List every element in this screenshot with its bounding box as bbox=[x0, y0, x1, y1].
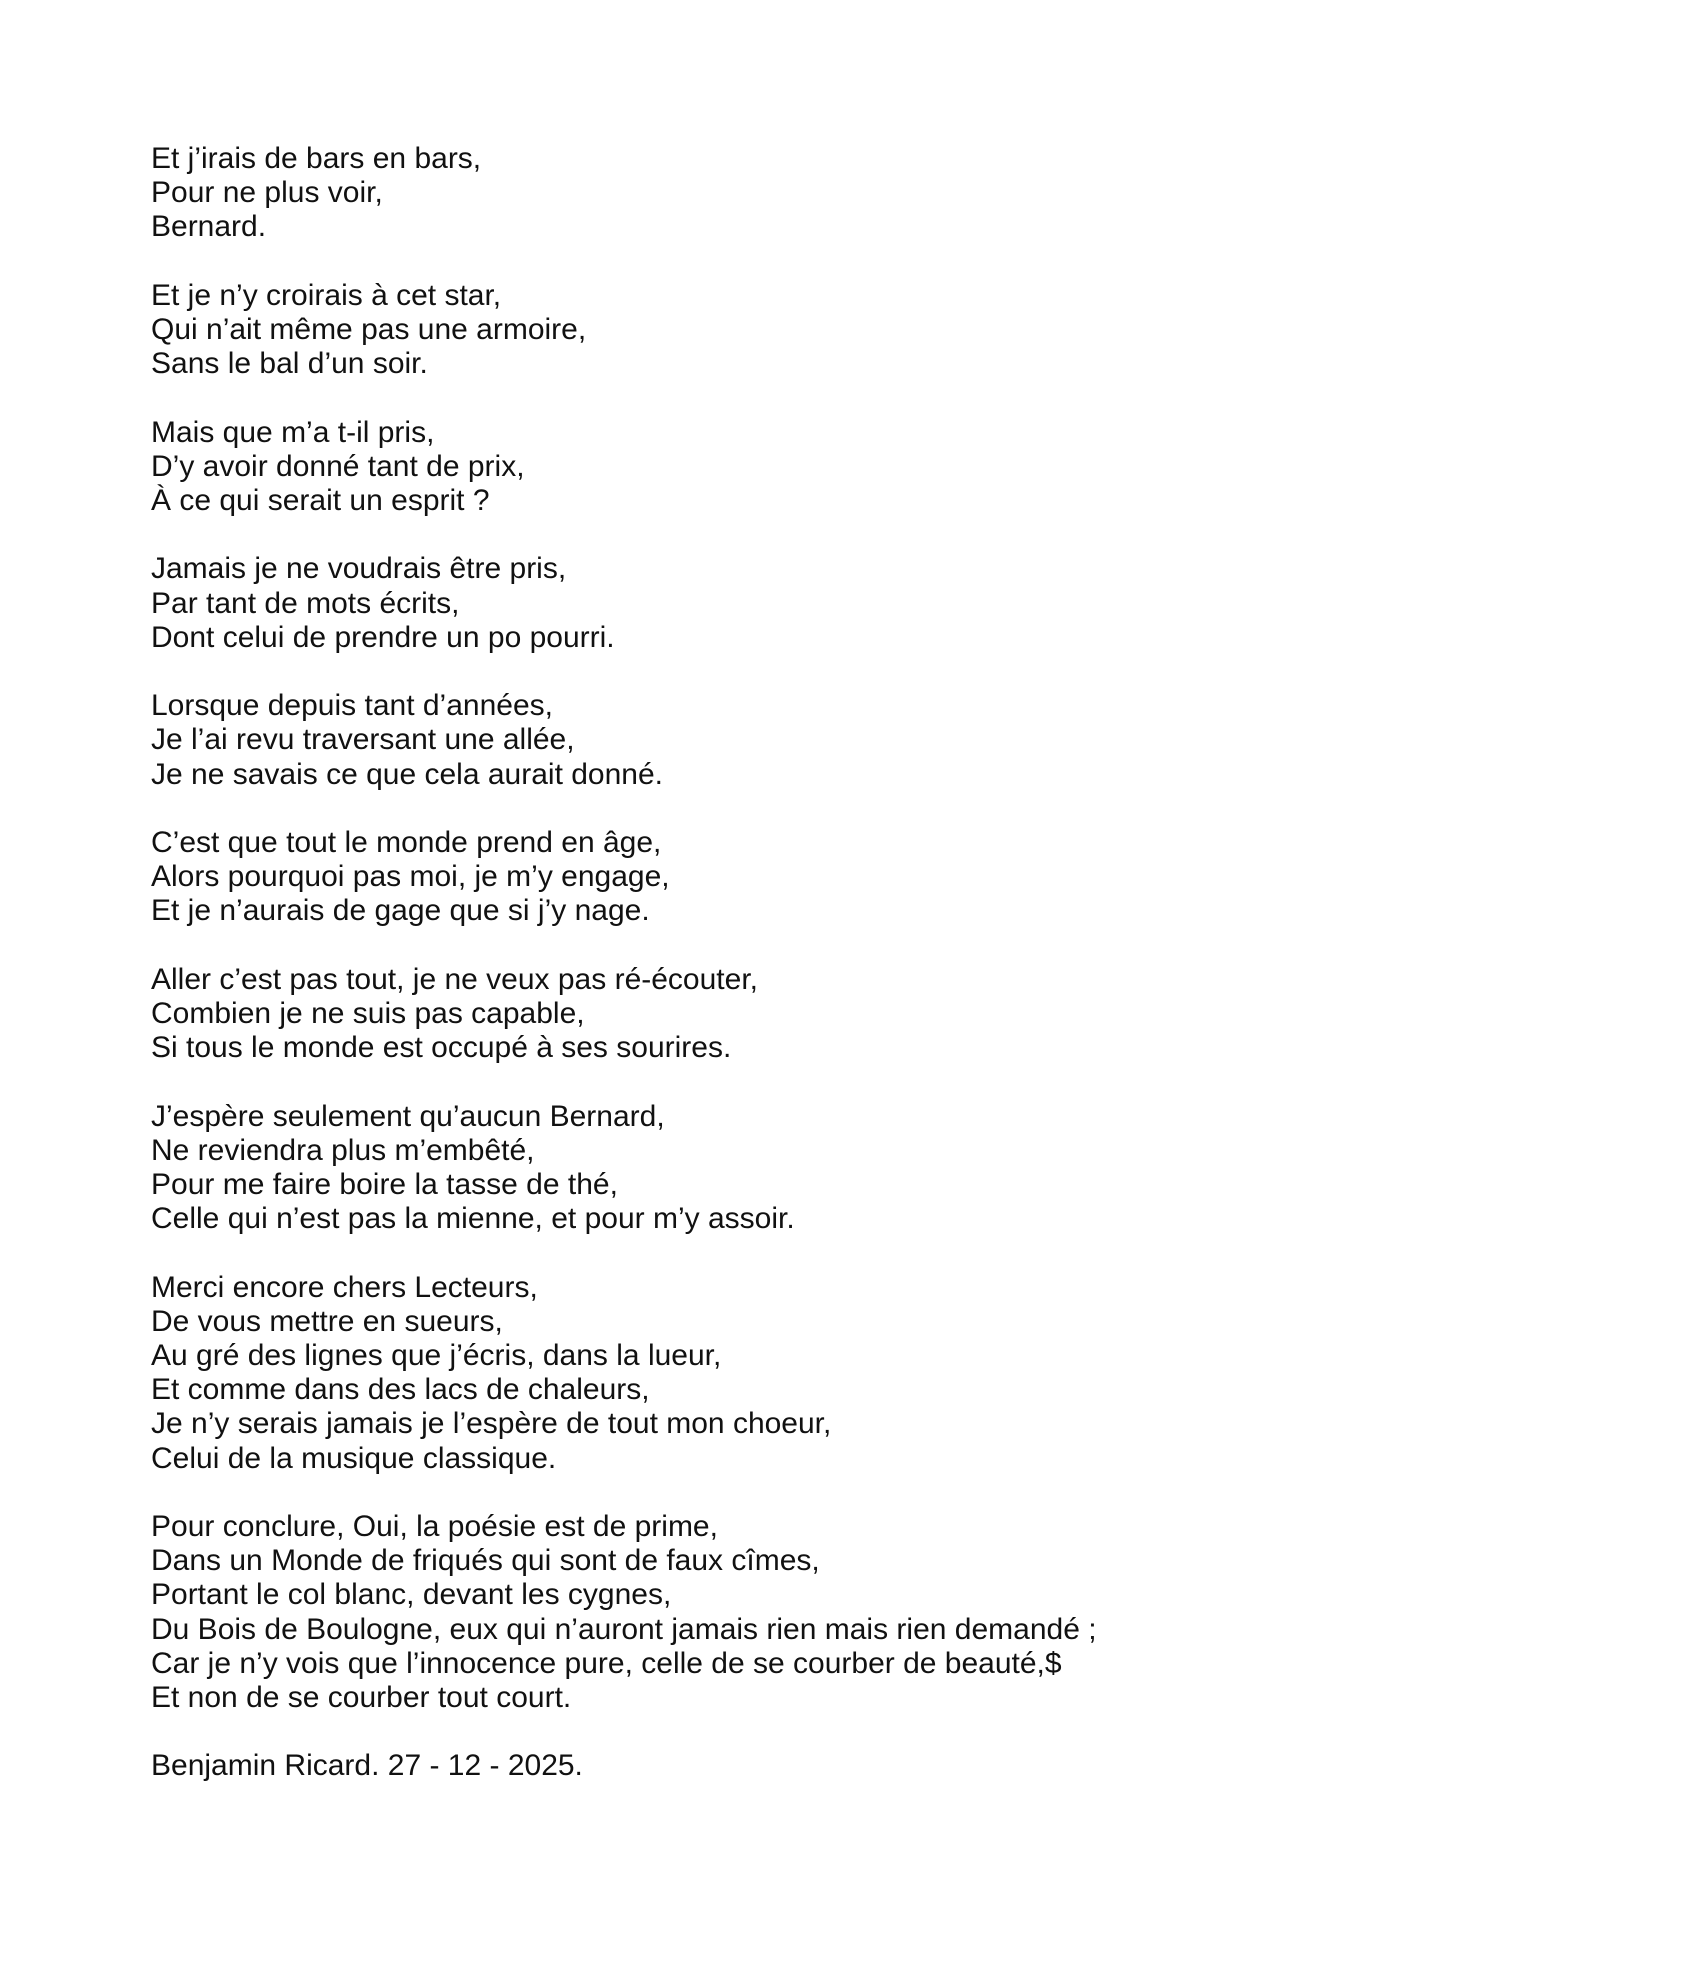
poem-line: Dont celui de prendre un po pourri. bbox=[151, 620, 615, 654]
poem-line: Car je n’y vois que l’innocence pure, celle de se courber de beauté,$ bbox=[151, 1646, 1062, 1680]
stanza-1 bbox=[151, 142, 1631, 245]
poem-line: Sans le bal d’un soir. bbox=[151, 347, 428, 381]
poem-line: Celui de la musique classique. bbox=[151, 1441, 557, 1475]
poem-line: Qui n’ait même pas une armoire, bbox=[151, 313, 587, 346]
poem-line: Combien je ne suis pas capable, bbox=[151, 996, 585, 1030]
poem-line: Aller c’est pas tout, je ne veux pas ré-écouter, bbox=[151, 962, 758, 996]
poem-line: Portant le col blanc, devant les cygnes, bbox=[151, 1578, 672, 1612]
poem bbox=[151, 142, 1631, 1784]
poem-line: Par tant de mots écrits, bbox=[151, 586, 460, 620]
poem-line: Et comme dans des lacs de chaleurs, bbox=[151, 1373, 650, 1407]
stanza-3 bbox=[151, 416, 1631, 519]
poem-line: C’est que tout le monde prend en âge, bbox=[151, 825, 662, 859]
poem-line: Et j’irais de bars en bars, bbox=[151, 142, 482, 175]
poem-line: Du Bois de Boulogne, eux qui n’auront jamais rien mais rien demandé ; bbox=[151, 1612, 1097, 1646]
poem-line: Bernard. bbox=[151, 210, 267, 244]
signature: Benjamin Ricard. 27 - 12 - 2025. bbox=[151, 1749, 583, 1783]
poem-line: Dans un Monde de friqués qui sont de faux cîmes, bbox=[151, 1544, 820, 1578]
poem-line: J’espère seulement qu’aucun Bernard, bbox=[151, 1099, 665, 1133]
poem-line: Et je n’aurais de gage que si j’y nage. bbox=[151, 894, 650, 928]
poem-line: Pour ne plus voir, bbox=[151, 176, 383, 210]
poem-line: Je ne savais ce que cela aurait donné. bbox=[151, 757, 664, 791]
poem-line: Si tous le monde est occupé à ses sourires. bbox=[151, 1031, 732, 1065]
poem-line: Je n’y serais jamais je l’espère de tout mon choeur, bbox=[151, 1407, 832, 1441]
poem-line: Celle qui n’est pas la mienne, et pour m’y assoir. bbox=[151, 1202, 795, 1236]
poem-line: Alors pourquoi pas moi, je m’y engage, bbox=[151, 860, 670, 894]
poem-line: Je l’ai revu traversant une allée, bbox=[151, 723, 575, 757]
stanza-6 bbox=[151, 826, 1631, 929]
stanza-5 bbox=[151, 689, 1631, 792]
stanza-2 bbox=[151, 279, 1631, 382]
poem-line: Lorsque depuis tant d’années, bbox=[151, 689, 553, 723]
poem-line: Jamais je ne voudrais être pris, bbox=[151, 552, 567, 586]
poem-line: De vous mettre en sueurs, bbox=[151, 1304, 503, 1338]
stanza-9 bbox=[151, 1271, 1631, 1476]
poem-line: Pour conclure, Oui, la poésie est de prime, bbox=[151, 1509, 718, 1543]
poem-line: Merci encore chers Lecteurs, bbox=[151, 1270, 538, 1304]
poem-line: Au gré des lignes que j’écris, dans la lueur, bbox=[151, 1338, 722, 1372]
poem-line: Et je n’y croirais à cet star, bbox=[151, 278, 502, 312]
poem-line: D’y avoir donné tant de prix, bbox=[151, 449, 525, 483]
stanza-7 bbox=[151, 963, 1631, 1066]
stanza-4 bbox=[151, 552, 1631, 655]
poem-line: Ne reviendra plus m’embêté, bbox=[151, 1133, 535, 1167]
poem-line: À ce qui serait un esprit ? bbox=[151, 484, 490, 517]
poem-line: Pour me faire boire la tasse de thé, bbox=[151, 1167, 618, 1201]
poem-line: Mais que m’a t-il pris, bbox=[151, 415, 435, 449]
stanza-10 bbox=[151, 1510, 1631, 1715]
poem-line: Et non de se courber tout court. bbox=[151, 1681, 572, 1714]
stanza-8 bbox=[151, 1100, 1631, 1237]
